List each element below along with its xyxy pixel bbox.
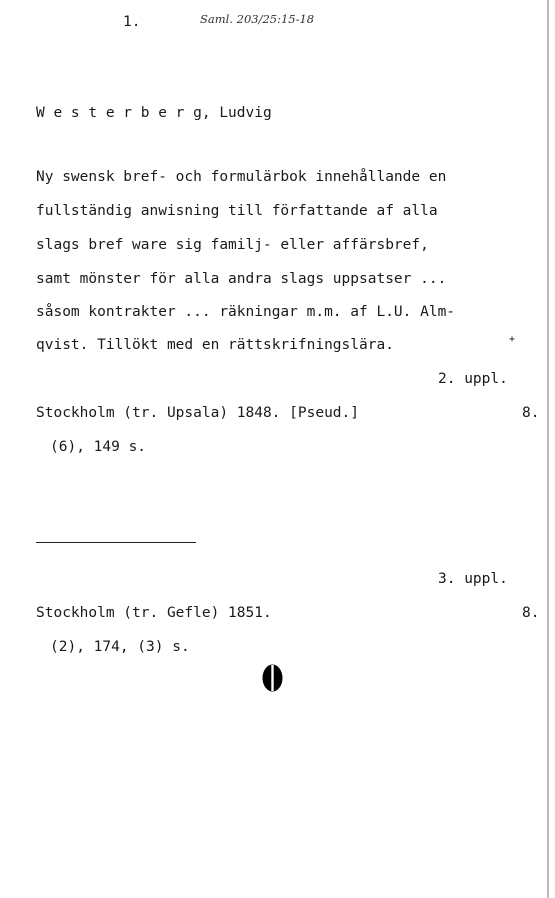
separator-line (36, 542, 196, 543)
pagination-2: (2), 174, (3) s. (50, 639, 190, 655)
title-line-4: samt mönster för alla andra slags uppsatser ... (36, 271, 447, 287)
title-line-6: qvist. Tillökt med en rättskrifningslära. (36, 337, 394, 353)
edition-1: 2. uppl. (438, 371, 508, 387)
plus-mark: + (509, 334, 516, 345)
title-line-1: Ny swensk bref- och formulärbok innehållande en (36, 169, 447, 185)
format-2: 8. (522, 605, 540, 621)
title-line-2: fullständig anwisning till författande af alla (36, 203, 438, 219)
format-1: 8. (522, 405, 540, 421)
punch-hole-icon (262, 664, 283, 692)
imprint-2: Stockholm (tr. Gefle) 1851. (36, 605, 272, 621)
handwritten-shelfmark: Saml. 203/25:15-18 (200, 12, 315, 26)
title-line-5: såsom kontrakter ... räkningar m.m. af L.U. Alm- (36, 304, 456, 320)
title-line-3: slags bref ware sig familj- eller affärsbref, (36, 237, 429, 253)
imprint-1: Stockholm (tr. Upsala) 1848. [Pseud.] (36, 405, 360, 421)
pagination-1: (6), 149 s. (50, 439, 147, 455)
card-edge (547, 0, 549, 898)
edition-2: 3. uppl. (438, 571, 508, 587)
author-heading: W e s t e r b e r g, Ludvig (36, 105, 272, 121)
card-number: 1. (123, 14, 141, 30)
